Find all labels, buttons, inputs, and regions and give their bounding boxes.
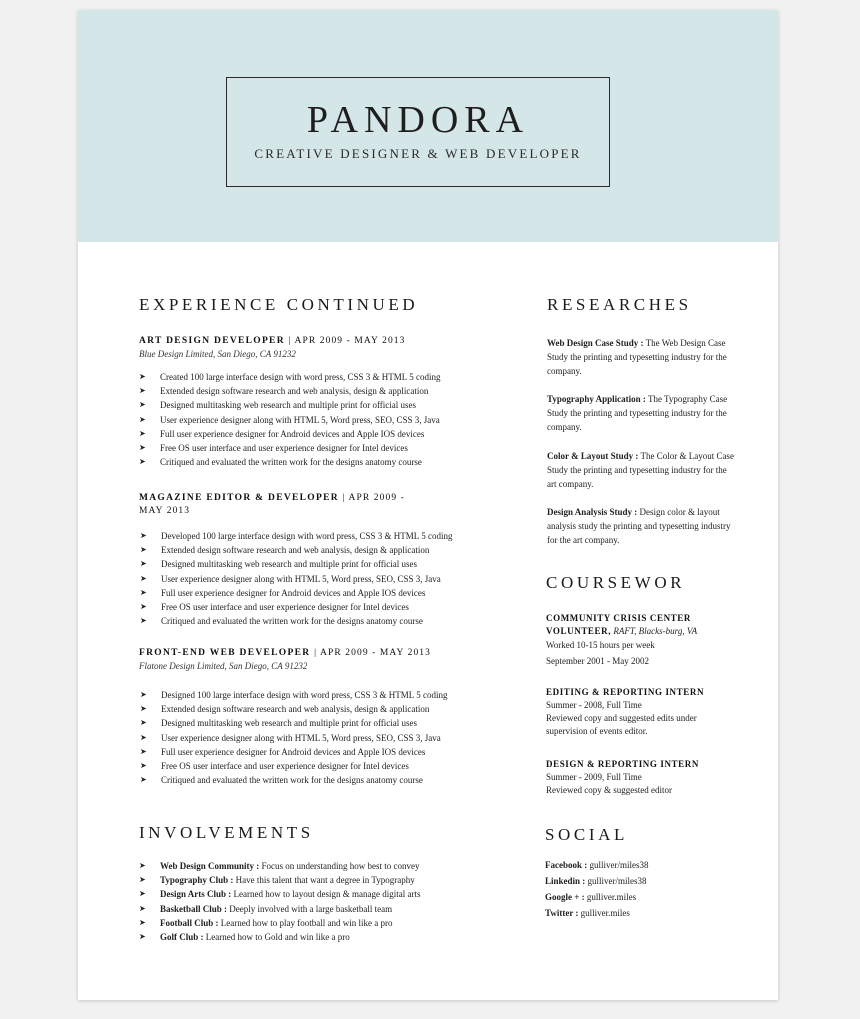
list-item <box>140 529 453 543</box>
course-item <box>546 686 724 738</box>
list-item <box>139 427 479 441</box>
research-label: Design Analysis Study : <box>547 507 638 517</box>
bullet-text: User experience designer along with HTML 5, Word press, SEO, CSS 3, Java <box>160 414 440 425</box>
course-line: September 2001 - May 2002 <box>546 656 649 666</box>
bullet-text: Critiqued and evaluated the written work for the designs anatomy course <box>161 775 423 786</box>
arrow-bullet-icon: ➤ <box>140 746 147 756</box>
course-line: Summer - 2009, Full Time <box>546 772 642 782</box>
involvement-text: Deeply involved with a large basketball team <box>229 903 393 914</box>
course-title: COMMUNITY CRISIS CENTER VOLUNTEER, <box>546 613 691 636</box>
researches-heading: RESEARCHES <box>547 295 692 314</box>
bullet-text: Extended design software research and web analysis, design & application <box>160 386 429 397</box>
arrow-bullet-icon: ➤ <box>139 414 146 424</box>
course-line: Reviewed copy & suggested editor <box>546 785 672 795</box>
arrow-bullet-icon: ➤ <box>140 616 147 626</box>
header-band <box>78 10 778 242</box>
list-item <box>140 731 479 745</box>
job-date: APR 2009 - MAY 2013 <box>139 493 405 516</box>
list-item <box>140 586 429 600</box>
list-item <box>140 557 429 571</box>
social-row <box>545 873 745 889</box>
research-text: The Typography Case Study the printing and typesetting industry for the company. <box>547 394 728 433</box>
arrow-bullet-icon: ➤ <box>139 889 146 899</box>
involvement-label: Football Club : <box>160 917 219 928</box>
research-text: The Color & Layout Case Study the printing and typesetting industry for the art company. <box>547 451 734 490</box>
bullet-text: Critiqued and evaluated the written work for the designs anatomy course <box>161 616 423 627</box>
list-item <box>140 759 479 773</box>
arrow-bullet-icon: ➤ <box>140 761 147 771</box>
list-item <box>139 887 499 901</box>
job-bullets <box>140 688 479 787</box>
course-line: Summer - 2008, Full Time <box>546 700 642 710</box>
arrow-bullet-icon: ➤ <box>139 903 146 913</box>
arrow-bullet-icon: ➤ <box>139 861 146 870</box>
arrow-bullet-icon: ➤ <box>139 917 146 927</box>
arrow-bullet-icon: ➤ <box>140 732 147 742</box>
arrow-bullet-icon: ➤ <box>140 718 147 728</box>
bullet-text: Critiqued and evaluated the written work for the designs anatomy course <box>160 457 422 468</box>
arrow-bullet-icon: ➤ <box>140 573 147 583</box>
bullet-text: Full user experience designer for Android devices and Apple IOS devices <box>160 428 425 439</box>
research-item <box>547 336 737 379</box>
research-item <box>547 449 737 492</box>
job-title: ART DESIGN DEVELOPER <box>139 336 285 346</box>
arrow-bullet-icon: ➤ <box>140 690 147 699</box>
job-date-sep: | <box>288 336 295 346</box>
bullet-text: Free OS user interface and user experience designer for Intel devices <box>161 761 409 772</box>
arrow-bullet-icon: ➤ <box>140 545 147 555</box>
arrow-bullet-icon: ➤ <box>140 559 147 569</box>
job-company: Blue Design Limited, San Diego, CA 91232 <box>139 349 296 359</box>
arrow-bullet-icon: ➤ <box>139 457 146 467</box>
list-item <box>140 543 429 557</box>
arrow-bullet-icon: ➤ <box>139 400 146 410</box>
list-item <box>140 702 479 716</box>
list-item <box>139 370 479 384</box>
course-line: Worked 10-15 hours per week <box>546 640 655 650</box>
involvement-text: Focus on understanding how best to convey <box>261 861 420 871</box>
course-item <box>546 612 746 670</box>
list-item <box>139 441 479 455</box>
arrow-bullet-icon: ➤ <box>140 704 147 714</box>
bullet-text: Designed 100 large interface design with word press, CSS 3 & HTML 5 coding <box>161 690 448 700</box>
list-item <box>139 859 499 873</box>
bullet-text: Extended design software research and web analysis, design & application <box>161 545 430 556</box>
bullet-text: Free OS user interface and user experience designer for Intel devices <box>160 443 408 454</box>
job-entry <box>139 335 479 469</box>
bullet-text: User experience designer along with HTML 5, Word press, SEO, CSS 3, Java <box>161 732 441 743</box>
social-value: gulliver.miles <box>586 892 637 902</box>
bullet-text: Developed 100 large interface design with word press, CSS 3 & HTML 5 coding <box>161 531 453 541</box>
bullet-text: Full user experience designer for Android devices and Apple IOS devices <box>161 587 426 598</box>
arrow-bullet-icon: ➤ <box>139 443 146 453</box>
list-item <box>139 873 499 887</box>
job-title-line <box>139 647 479 660</box>
list-item <box>139 902 499 916</box>
arrow-bullet-icon: ➤ <box>139 428 146 438</box>
bullet-text: Designed multitasking web research and multiple print for official uses <box>161 559 418 570</box>
job-title-line <box>139 492 429 518</box>
job-title: MAGAZINE EDITOR & DEVELOPER <box>139 493 339 503</box>
job-bullets <box>139 370 479 469</box>
involvements-heading: INVOLVEMENTS <box>139 823 314 842</box>
arrow-bullet-icon: ➤ <box>139 372 146 381</box>
job-date: APR 2009 - MAY 2013 <box>294 336 406 346</box>
job-entry <box>139 492 453 628</box>
arrow-bullet-icon: ➤ <box>139 932 146 942</box>
job-date-sep: | <box>314 648 321 658</box>
job-entry <box>139 647 479 787</box>
course-title: EDITING & REPORTING INTERN <box>546 687 705 697</box>
involvement-bullets <box>139 859 499 944</box>
job-date: APR 2009 - MAY 2013 <box>320 648 432 658</box>
arrow-bullet-icon: ➤ <box>139 875 146 885</box>
bullet-text: Full user experience designer for Android devices and Apple IOS devices <box>161 746 426 757</box>
list-item <box>139 413 479 427</box>
social-label: Facebook : <box>545 860 588 870</box>
arrow-bullet-icon: ➤ <box>140 531 147 540</box>
involvement-label: Basketball Club : <box>160 903 228 914</box>
social-value: gulliver.miles <box>580 908 630 918</box>
job-bullets <box>140 529 453 628</box>
list-item <box>139 455 479 469</box>
bullet-text: Designed multitasking web research and multiple print for official uses <box>161 718 418 729</box>
resume-page <box>78 10 778 1000</box>
course-location: RAFT, Blacks-burg, VA <box>613 626 698 636</box>
list-item <box>140 688 479 702</box>
list-item <box>140 600 429 614</box>
social-row <box>545 889 745 905</box>
name-box <box>226 77 610 187</box>
involvement-label: Golf Club : <box>160 932 204 943</box>
research-item <box>547 505 737 548</box>
arrow-bullet-icon: ➤ <box>140 602 147 612</box>
person-name: PANDORA <box>306 99 530 141</box>
social-label: Twitter : <box>545 908 579 918</box>
course-item <box>546 758 746 797</box>
list-item <box>140 572 441 586</box>
involvement-text: Have this talent that want a degree in Typography <box>235 875 415 886</box>
involvement-text: Learned how to layout design & manage digital arts <box>233 889 421 900</box>
social-value: gulliver/miles38 <box>589 860 649 870</box>
bullet-text: Designed multitasking web research and multiple print for official uses <box>160 400 417 411</box>
job-title: FRONT-END WEB DEVELOPER <box>139 648 311 658</box>
research-label: Web Design Case Study : <box>547 338 644 348</box>
coursework-heading: COURSEWOR <box>546 573 686 592</box>
research-item <box>547 392 737 435</box>
bullet-text: Created 100 large interface design with word press, CSS 3 & HTML 5 coding <box>160 372 441 382</box>
job-date-sep: | <box>342 493 349 503</box>
arrow-bullet-icon: ➤ <box>140 775 147 785</box>
course-title-line <box>546 612 746 638</box>
list-item <box>139 930 499 944</box>
social-label: Linkedin : <box>545 876 586 886</box>
arrow-bullet-icon: ➤ <box>139 386 146 396</box>
course-title: DESIGN & REPORTING INTERN <box>546 759 699 769</box>
job-company: Flatone Design Limited, San Diego, CA 91232 <box>139 661 308 671</box>
social-list <box>545 857 745 921</box>
list-item <box>139 916 499 930</box>
job-subtitle: CREATIVE DESIGNER & WEB DEVELOPER <box>254 146 582 161</box>
involvement-label: Typography Club : <box>160 875 234 886</box>
research-label: Color & Layout Study : <box>547 451 639 461</box>
bullet-text: User experience designer along with HTML 5, Word press, SEO, CSS 3, Java <box>161 573 441 584</box>
social-row <box>545 857 745 873</box>
job-title-line <box>139 335 479 348</box>
list-item <box>139 398 479 412</box>
list-item <box>139 384 479 398</box>
social-value: gulliver/miles38 <box>587 876 647 886</box>
social-heading: SOCIAL <box>545 825 628 844</box>
involvements-list <box>139 859 499 944</box>
list-item <box>140 773 479 787</box>
research-text: Design color & layout analysis study the printing and typesetting industry for the art company. <box>547 507 731 546</box>
involvement-label: Design Arts Club : <box>160 889 232 900</box>
involvement-text: Learned how to play football and win like a pro <box>220 917 393 928</box>
involvement-text: Learned how to Gold and win like a pro <box>205 932 350 943</box>
involvement-label: Web Design Community : <box>160 861 260 871</box>
list-item <box>140 745 479 759</box>
social-label: Google + : <box>545 892 585 902</box>
arrow-bullet-icon: ➤ <box>140 587 147 597</box>
list-item <box>140 716 479 730</box>
course-line: Reviewed copy and suggested edits under supervision of events editor. <box>546 713 697 736</box>
research-text: The Web Design Case Study the printing and typesetting industry for the company. <box>547 338 727 377</box>
research-label: Typography Application : <box>547 394 646 404</box>
social-row <box>545 905 745 921</box>
bullet-text: Free OS user interface and user experience designer for Intel devices <box>161 602 409 613</box>
bullet-text: Extended design software research and web analysis, design & application <box>161 704 430 715</box>
experience-heading: EXPERIENCE CONTINUED <box>139 295 419 314</box>
list-item <box>140 614 429 628</box>
